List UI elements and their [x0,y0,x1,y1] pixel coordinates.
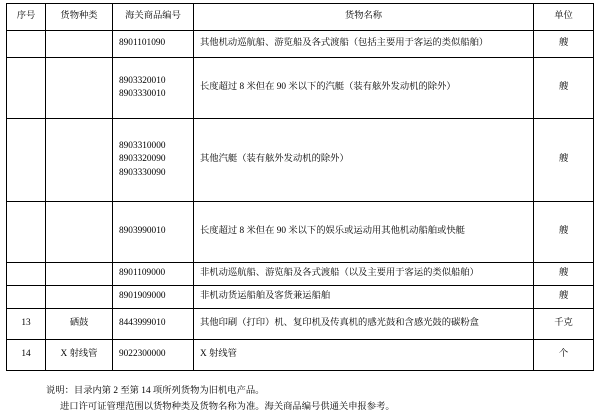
cell-code [113,309,194,340]
code-line: 8903310000 [119,140,166,151]
column-header-unit: 单位 [534,4,594,31]
cell-name: X 射线管 [194,340,534,371]
note-line-1: 说明：目录内第 2 至第 14 项所列货物为旧机电产品。 [46,386,265,396]
code-line: 8901101090 [119,38,166,49]
cell-kind [46,31,113,58]
cell-code [113,286,194,309]
table-header-row [7,4,594,31]
cell-seq [7,202,46,263]
cell-kind [46,58,113,119]
table-row [7,119,594,202]
cell-seq [7,286,46,309]
cell-kind [46,202,113,263]
column-header-kind: 货物种类 [46,4,113,31]
cell-name: 非机动货运船舶及客货兼运船舶 [194,286,534,309]
column-header-seq: 序号 [7,4,46,31]
table-row [7,58,594,119]
cell-code [113,31,194,58]
cell-unit: 艘 [534,119,594,202]
code-line: 9022300000 [119,349,166,360]
code-line: 8903990010 [119,226,166,237]
cell-seq [7,263,46,286]
cell-name: 其他机动巡航船、游览船及各式渡船（包括主要用于客运的类似船舶） [194,31,534,58]
column-header-code: 海关商品编号 [113,4,194,31]
table-header [7,4,594,31]
cell-kind [46,263,113,286]
document-page [0,3,600,420]
table-row [7,309,594,340]
notes-section [6,383,594,416]
cell-unit: 艘 [534,263,594,286]
cell-unit: 个 [534,340,594,371]
table-body [7,31,594,371]
cell-kind: 硒鼓 [46,309,113,340]
cell-name: 长度超过 8 米但在 90 米以下的汽艇（装有舷外发动机的除外） [194,58,534,119]
cell-kind [46,286,113,309]
cell-seq [7,58,46,119]
cell-unit: 艘 [534,31,594,58]
column-header-name: 货物名称 [194,4,534,31]
table-row [7,286,594,309]
cell-unit: 艘 [534,286,594,309]
cell-kind [46,119,113,202]
cell-unit: 千克 [534,309,594,340]
code-line: 8903330010 [119,89,166,99]
cell-name: 长度超过 8 米但在 90 米以下的娱乐或运动用其他机动船舶或快艇 [194,202,534,263]
note-line-2: 进口许可证管理范围以货物种类及货物名称为准。海关商品编号供通关申报参考。 [60,402,395,413]
goods-catalog-table [6,3,594,371]
table-row [7,340,594,371]
code-line: 8443999010 [119,318,166,329]
code-line: 8901109000 [119,268,166,279]
table-row [7,202,594,263]
code-line: 8901909000 [119,291,166,302]
cell-seq [7,119,46,202]
code-line: 8903320090 [119,154,166,165]
cell-seq [7,31,46,58]
cell-code [113,58,194,119]
cell-name: 非机动巡航船、游览船及各式渡船（以及主要用于客运的类似船舶） [194,263,534,286]
cell-name: 其他汽艇（装有舷外发动机的除外） [194,119,534,202]
cell-kind: X 射线管 [46,340,113,371]
cell-seq: 13 [7,309,46,340]
cell-unit: 艘 [534,202,594,263]
cell-name: 其他印刷（打印）机、复印机及传真机的感光鼓和含感光鼓的碳粉盒 [194,309,534,340]
cell-unit: 艘 [534,58,594,119]
cell-seq: 14 [7,340,46,371]
cell-code [113,202,194,263]
cell-code [113,119,194,202]
table-row [7,31,594,58]
code-line: 8903330090 [119,167,166,178]
cell-code [113,263,194,286]
cell-code [113,340,194,371]
table-row [7,263,594,286]
code-line: 8903320010 [119,75,166,86]
